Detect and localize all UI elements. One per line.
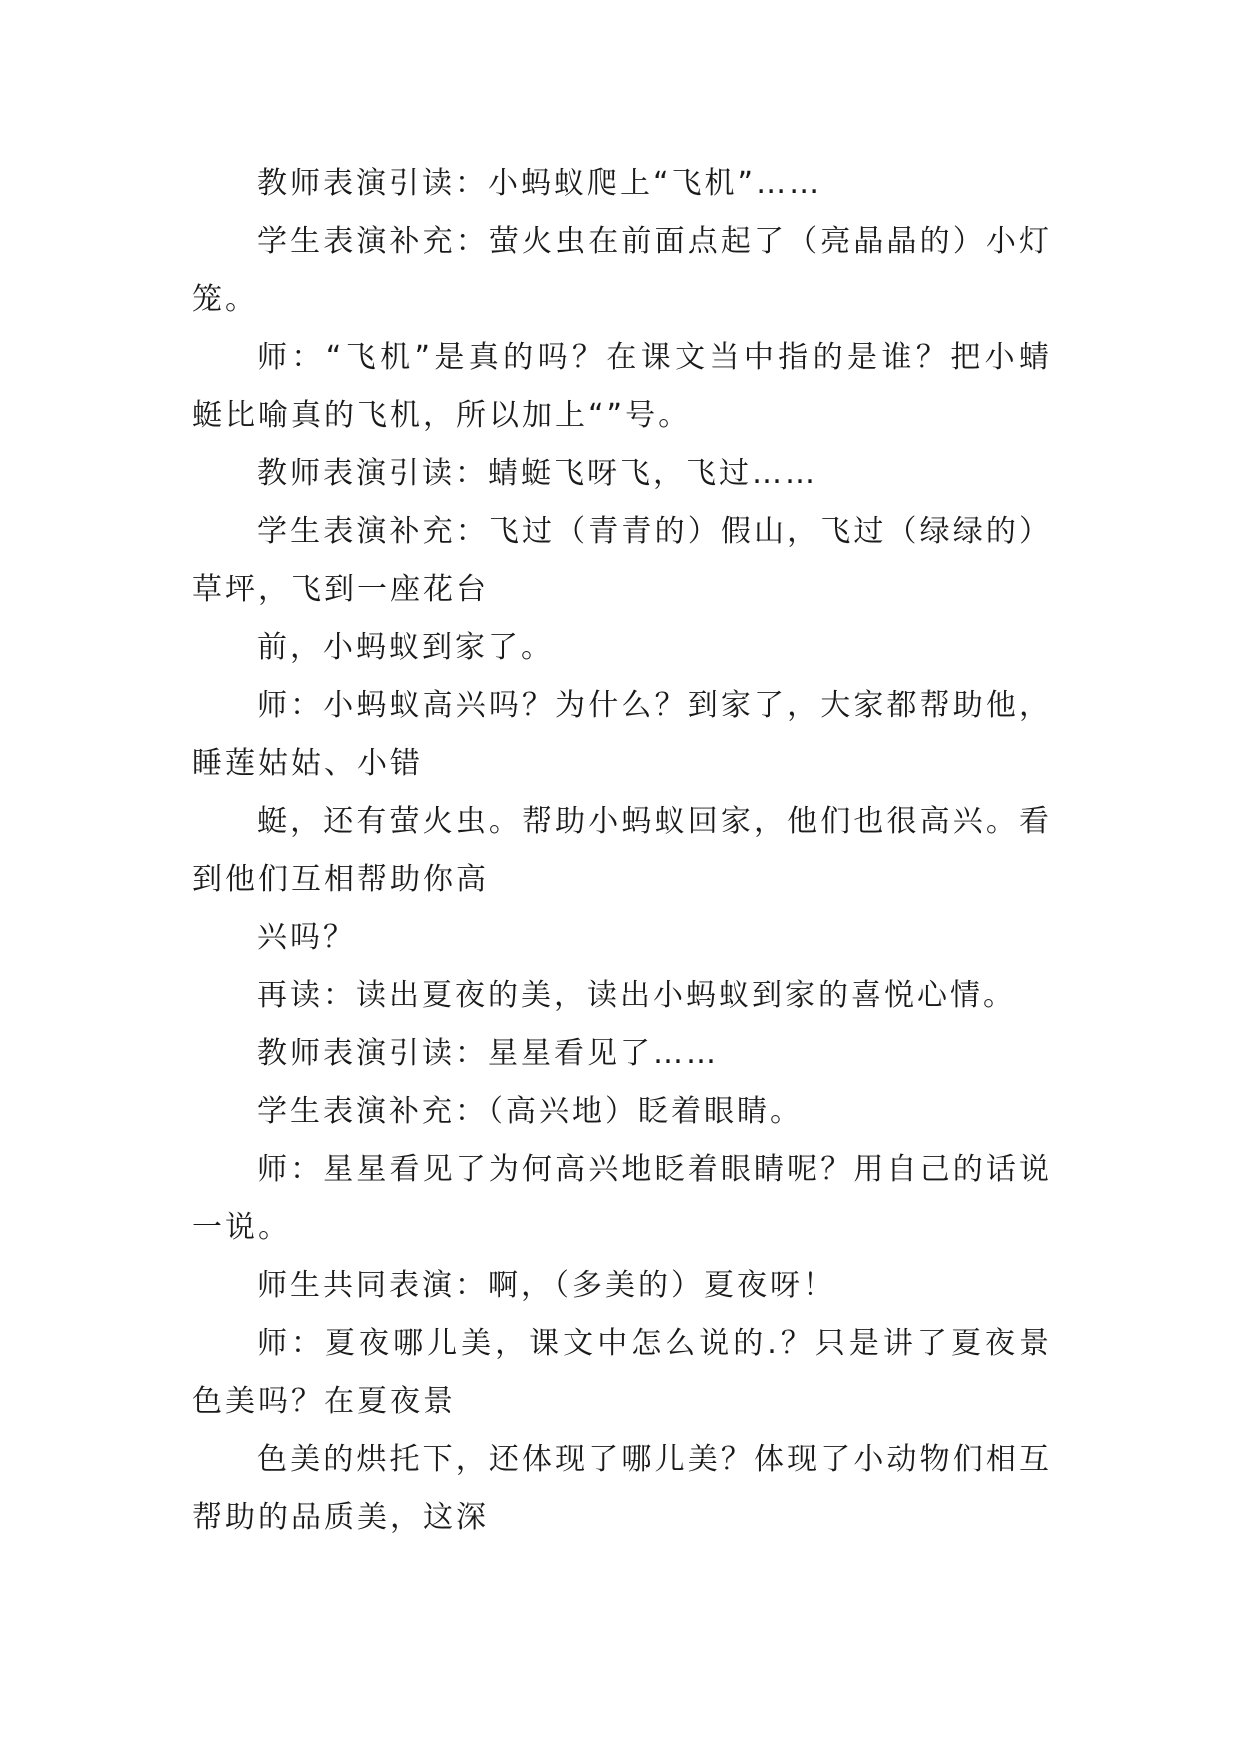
paragraph: 师生共同表演：啊，（多美的）夏夜呀！ — [257, 1268, 836, 1303]
paragraph: 蜓，还有萤火虫。帮助小蚂蚁回家，他们也很高兴。看到他们互相帮助你高 — [192, 804, 1052, 897]
paragraph: 师：夏夜哪儿美，课文中怎么说的.？只是讲了夏夜景色美吗？在夏夜景 — [192, 1326, 1052, 1419]
paragraph: 教师表演引读：小蚂蚁爬上“飞机”…… — [257, 166, 823, 201]
paragraph: 前，小蚂蚁到家了。 — [257, 630, 554, 665]
paragraph: 教师表演引读：星星看见了…… — [257, 1036, 719, 1071]
paragraph: 学生表演补充：（高兴地）眨着眼睛。 — [257, 1094, 803, 1129]
paragraph: 兴吗？ — [257, 920, 356, 955]
paragraph: 教师表演引读：蜻蜓飞呀飞，飞过…… — [257, 456, 818, 491]
paragraph: 师：小蚂蚁高兴吗？为什么？到家了，大家都帮助他，睡莲姑姑、小错 — [192, 688, 1052, 781]
paragraph: 色美的烘托下，还体现了哪儿美？体现了小动物们相互帮助的品质美，这深 — [192, 1442, 1052, 1535]
paragraph: 学生表演补充：萤火虫在前面点起了（亮晶晶的）小灯笼。 — [192, 224, 1052, 317]
paragraph: 再读：读出夏夜的美，读出小蚂蚁到家的喜悦心情。 — [257, 978, 1016, 1013]
body-text — [192, 155, 1052, 1547]
paragraph: 师：“飞机”是真的吗？在课文当中指的是谁？把小蜻蜓比喻真的飞机，所以加上“”号。 — [192, 340, 1052, 433]
paragraph: 师：星星看见了为何高兴地眨着眼睛呢？用自己的话说一说。 — [192, 1152, 1052, 1245]
paragraph: 学生表演补充：飞过（青青的）假山，飞过（绿绿的）草坪，飞到一座花台 — [192, 514, 1052, 607]
